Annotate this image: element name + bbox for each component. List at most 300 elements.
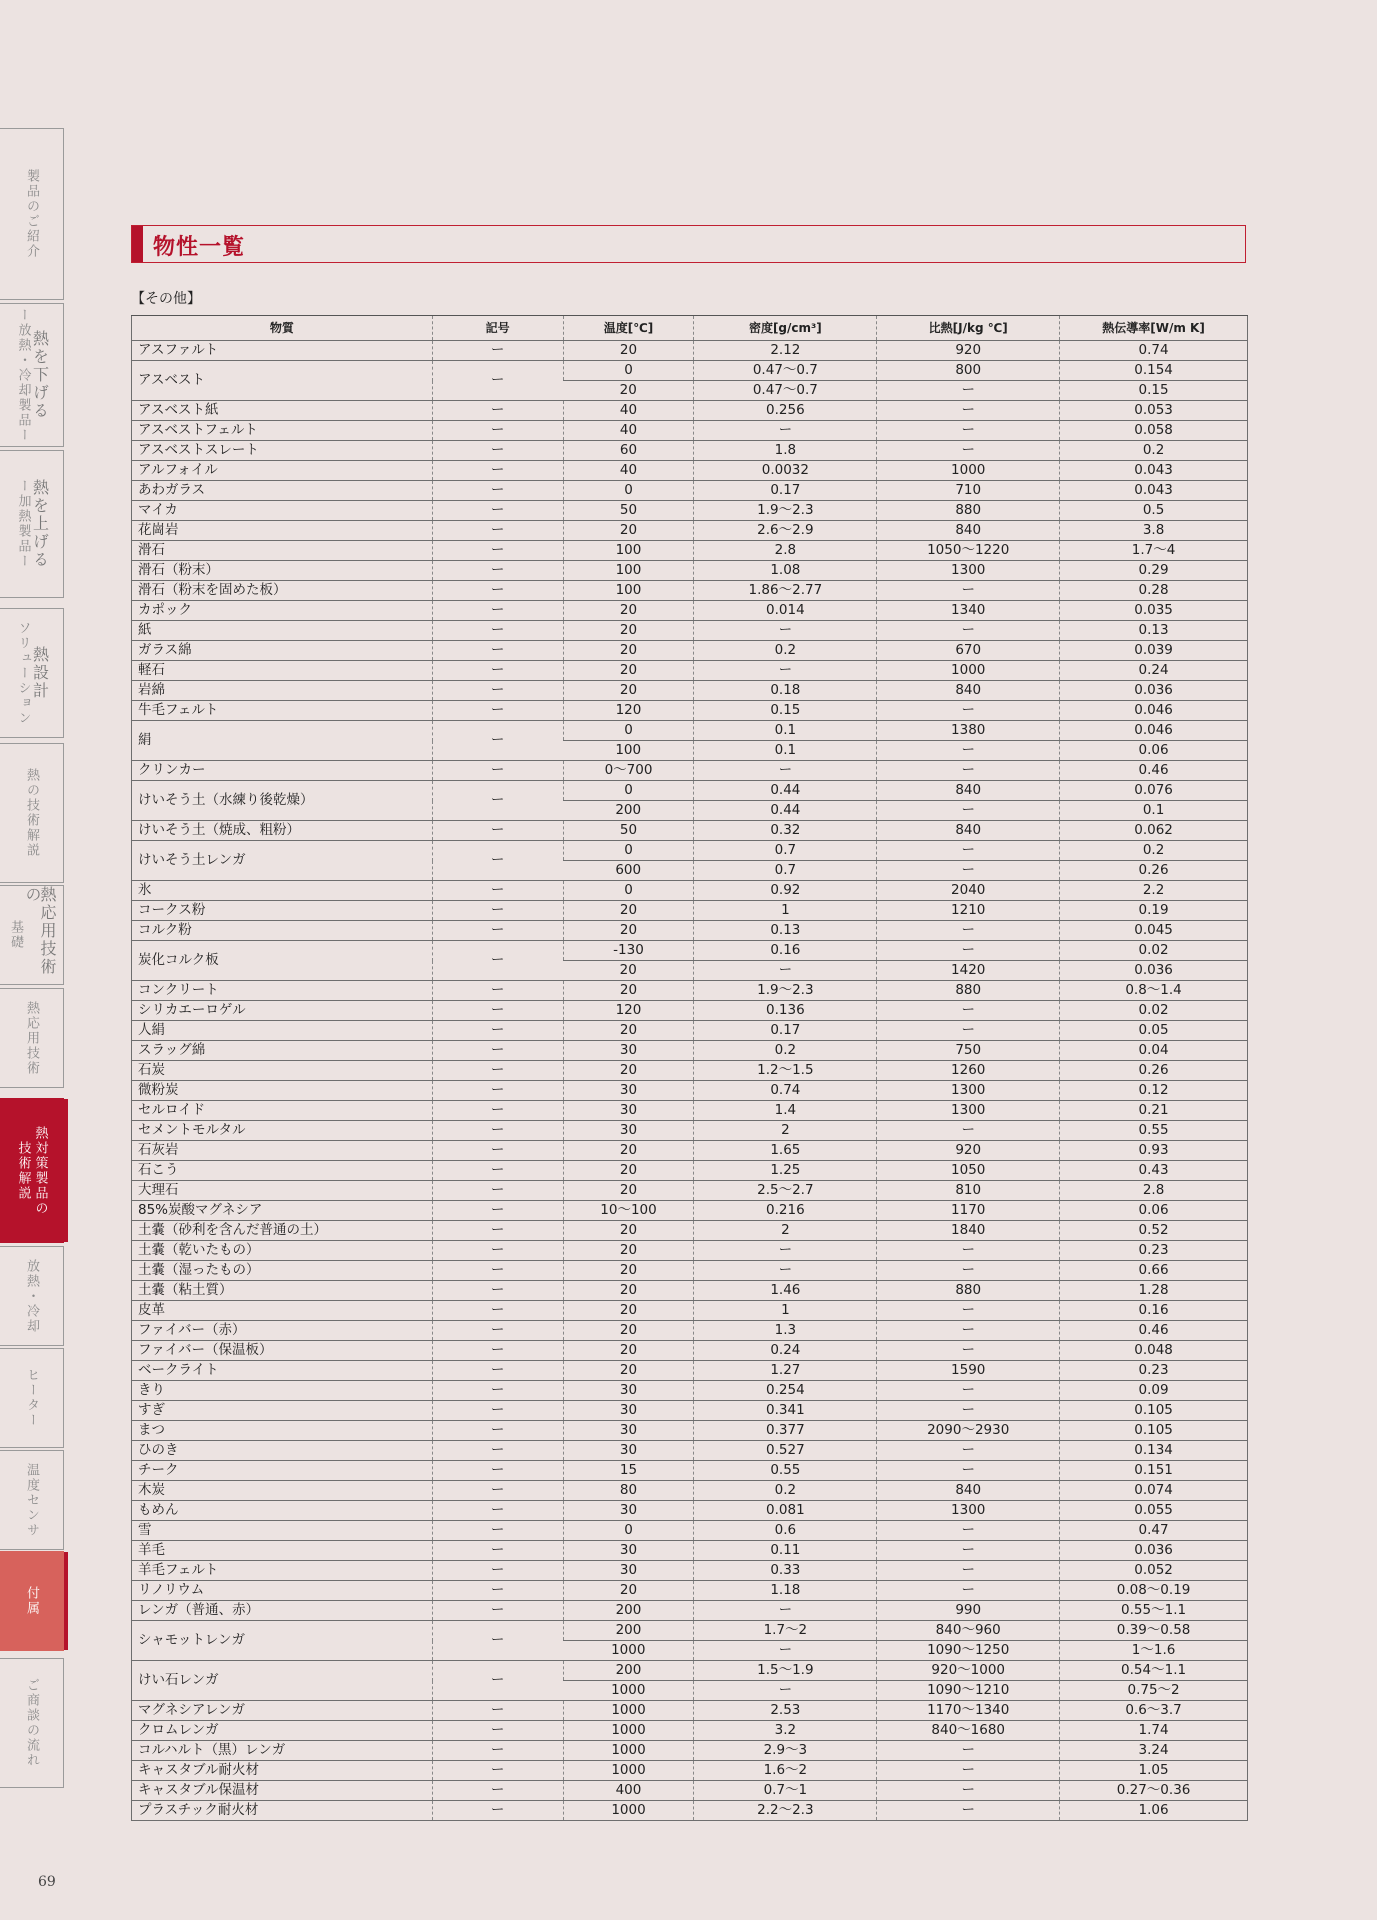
sidebar-tab-9[interactable] (0, 1348, 64, 1448)
table-row (132, 681, 1248, 701)
specific-heat-cell: 1170 (877, 1201, 1060, 1221)
table-row (132, 841, 1248, 861)
table-row (132, 1501, 1248, 1521)
conductivity-cell: 1.06 (1060, 1801, 1248, 1821)
conductivity-cell: 0.15 (1060, 381, 1248, 401)
density-cell: 0.92 (694, 881, 877, 901)
specific-heat-cell: ー (877, 1401, 1060, 1421)
substance-name: アスファルト (132, 341, 433, 361)
specific-heat-cell: 1260 (877, 1061, 1060, 1081)
specific-heat-cell: 1170〜1340 (877, 1701, 1060, 1721)
temperature-cell: 0 (563, 781, 694, 801)
symbol-cell: ー (432, 681, 563, 701)
symbol-cell: ー (432, 1261, 563, 1281)
substance-name: コルハルト（黒）レンガ (132, 1741, 433, 1761)
temperature-cell: 100 (563, 581, 694, 601)
specific-heat-cell: 920〜1000 (877, 1661, 1060, 1681)
conductivity-cell: 0.06 (1060, 741, 1248, 761)
density-cell: ー (694, 961, 877, 981)
sidebar-tab-12[interactable] (0, 1658, 64, 1788)
symbol-cell: ー (432, 1761, 563, 1781)
substance-name: 雪 (132, 1521, 433, 1541)
density-cell: ー (694, 1261, 877, 1281)
table-row (132, 901, 1248, 921)
density-cell: 0.1 (694, 741, 877, 761)
sidebar-tab-5[interactable] (0, 885, 64, 985)
sidebar-tab-label: 熱を上げる (30, 479, 50, 569)
density-cell: 0.7 (694, 841, 877, 861)
temperature-cell: 30 (563, 1081, 694, 1101)
sidebar-tab-label: 基礎 (8, 920, 23, 950)
specific-heat-cell: ー (877, 421, 1060, 441)
specific-heat-cell: 710 (877, 481, 1060, 501)
density-cell: ー (694, 1241, 877, 1261)
specific-heat-cell: ー (877, 401, 1060, 421)
table-row (132, 441, 1248, 461)
specific-heat-cell: 810 (877, 1181, 1060, 1201)
symbol-cell: ー (432, 1801, 563, 1821)
temperature-cell: 20 (563, 1141, 694, 1161)
table-row (132, 1141, 1248, 1161)
temperature-cell: 20 (563, 601, 694, 621)
specific-heat-cell: ー (877, 1801, 1060, 1821)
density-cell: 1.86〜2.77 (694, 581, 877, 601)
table-row (132, 1621, 1248, 1641)
temperature-cell: 60 (563, 441, 694, 461)
temperature-cell: 20 (563, 1161, 694, 1181)
symbol-cell: ー (432, 1401, 563, 1421)
symbol-cell: ー (432, 1521, 563, 1541)
specific-heat-cell: ー (877, 1741, 1060, 1761)
conductivity-cell: 1.28 (1060, 1281, 1248, 1301)
substance-name: けいそう土レンガ (132, 841, 433, 881)
sidebar-tab-11[interactable] (0, 1551, 64, 1651)
substance-name: リノリウム (132, 1581, 433, 1601)
temperature-cell: 0 (563, 881, 694, 901)
symbol-cell: ー (432, 1041, 563, 1061)
header-specific-heat: 比熱[J/kg ℃] (877, 316, 1060, 341)
specific-heat-cell: 1590 (877, 1361, 1060, 1381)
symbol-cell: ー (432, 1161, 563, 1181)
specific-heat-cell: ー (877, 1581, 1060, 1601)
table-row (132, 1481, 1248, 1501)
temperature-cell: 200 (563, 801, 694, 821)
table-row (132, 641, 1248, 661)
sidebar-tab-10[interactable] (0, 1450, 64, 1550)
symbol-cell: ー (432, 1301, 563, 1321)
specific-heat-cell: ー (877, 921, 1060, 941)
table-row (132, 1561, 1248, 1581)
symbol-cell: ー (432, 701, 563, 721)
table-row (132, 1661, 1248, 1681)
sidebar-tab-label: ー放熱・冷却製品ー (15, 307, 31, 443)
temperature-cell: 20 (563, 521, 694, 541)
substance-name: すぎ (132, 1401, 433, 1421)
temperature-cell: 600 (563, 861, 694, 881)
density-cell: 0.527 (694, 1441, 877, 1461)
specific-heat-cell: 670 (877, 641, 1060, 661)
density-cell: 0.44 (694, 801, 877, 821)
sidebar-tab-3[interactable] (0, 608, 64, 738)
page-title: 物性一覧 (153, 235, 246, 260)
density-cell: 2.9〜3 (694, 1741, 877, 1761)
substance-name: プラスチック耐火材 (132, 1801, 433, 1821)
conductivity-cell: 0.29 (1060, 561, 1248, 581)
symbol-cell: ー (432, 341, 563, 361)
substance-name: 石灰岩 (132, 1141, 433, 1161)
table-row (132, 341, 1248, 361)
sidebar-tab-label: 放熱・冷却 (24, 1258, 39, 1334)
conductivity-cell: 0.55〜1.1 (1060, 1601, 1248, 1621)
table-row (132, 781, 1248, 801)
symbol-cell: ー (432, 1021, 563, 1041)
table-row (132, 761, 1248, 781)
conductivity-cell: 1.74 (1060, 1721, 1248, 1741)
temperature-cell: 1000 (563, 1701, 694, 1721)
substance-name: 滑石（粉末） (132, 561, 433, 581)
specific-heat-cell: 1210 (877, 901, 1060, 921)
density-cell: 0.136 (694, 1001, 877, 1021)
symbol-cell: ー (432, 601, 563, 621)
density-cell: ー (694, 1601, 877, 1621)
specific-heat-cell: ー (877, 1021, 1060, 1041)
temperature-cell: 20 (563, 1221, 694, 1241)
conductivity-cell: 0.09 (1060, 1381, 1248, 1401)
temperature-cell: 10〜100 (563, 1201, 694, 1221)
specific-heat-cell: ー (877, 841, 1060, 861)
specific-heat-cell: ー (877, 1561, 1060, 1581)
conductivity-cell: 0.16 (1060, 1301, 1248, 1321)
temperature-cell: 1000 (563, 1721, 694, 1741)
conductivity-cell: 0.062 (1060, 821, 1248, 841)
density-cell: 1.3 (694, 1321, 877, 1341)
table-row (132, 1181, 1248, 1201)
density-cell: 1.65 (694, 1141, 877, 1161)
density-cell: 0.256 (694, 401, 877, 421)
table-row (132, 1701, 1248, 1721)
sidebar-tab-label: 付属 (24, 1586, 39, 1616)
specific-heat-cell: 1380 (877, 721, 1060, 741)
table-row (132, 1801, 1248, 1821)
substance-name: 木炭 (132, 1481, 433, 1501)
symbol-cell: ー (432, 1181, 563, 1201)
table-row (132, 661, 1248, 681)
specific-heat-cell: ー (877, 941, 1060, 961)
specific-heat-cell: ー (877, 1241, 1060, 1261)
conductivity-cell: 0.43 (1060, 1161, 1248, 1181)
conductivity-cell: 0.02 (1060, 1001, 1248, 1021)
density-cell: 2.5〜2.7 (694, 1181, 877, 1201)
specific-heat-cell: ー (877, 861, 1060, 881)
substance-name: けい石レンガ (132, 1661, 433, 1701)
specific-heat-cell: ー (877, 1381, 1060, 1401)
symbol-cell: ー (432, 421, 563, 441)
temperature-cell: 100 (563, 561, 694, 581)
symbol-cell: ー (432, 1101, 563, 1121)
sidebar-tab-0[interactable] (0, 128, 64, 300)
density-cell: ー (694, 421, 877, 441)
table-row (132, 1721, 1248, 1741)
conductivity-cell: 0.046 (1060, 701, 1248, 721)
symbol-cell: ー (432, 1461, 563, 1481)
specific-heat-cell: 750 (877, 1041, 1060, 1061)
table-row (132, 561, 1248, 581)
symbol-cell: ー (432, 981, 563, 1001)
substance-name: 微粉炭 (132, 1081, 433, 1101)
conductivity-cell: 0.75〜2 (1060, 1681, 1248, 1701)
symbol-cell: ー (432, 401, 563, 421)
density-cell: ー (694, 1641, 877, 1661)
conductivity-cell: 0.154 (1060, 361, 1248, 381)
density-cell: 2.12 (694, 341, 877, 361)
temperature-cell: 100 (563, 741, 694, 761)
symbol-cell: ー (432, 461, 563, 481)
density-cell: 0.1 (694, 721, 877, 741)
conductivity-cell: 0.54〜1.1 (1060, 1661, 1248, 1681)
table-row (132, 921, 1248, 941)
specific-heat-cell: ー (877, 621, 1060, 641)
specific-heat-cell: ー (877, 1341, 1060, 1361)
density-cell: 1.25 (694, 1161, 877, 1181)
temperature-cell: 15 (563, 1461, 694, 1481)
sidebar-tab-4[interactable] (0, 743, 64, 883)
substance-name: カポック (132, 601, 433, 621)
temperature-cell: 30 (563, 1401, 694, 1421)
substance-name: 羊毛フェルト (132, 1561, 433, 1581)
symbol-cell: ー (432, 1141, 563, 1161)
conductivity-cell: 0.036 (1060, 961, 1248, 981)
substance-name: シャモットレンガ (132, 1621, 433, 1661)
conductivity-cell: 0.1 (1060, 801, 1248, 821)
conductivity-cell: 1.05 (1060, 1761, 1248, 1781)
temperature-cell: 40 (563, 401, 694, 421)
substance-name: 羊毛 (132, 1541, 433, 1561)
substance-name: アルフォイル (132, 461, 433, 481)
temperature-cell: 20 (563, 981, 694, 1001)
table-row (132, 1601, 1248, 1621)
substance-name: アスベスト紙 (132, 401, 433, 421)
density-cell: 0.24 (694, 1341, 877, 1361)
table-row (132, 621, 1248, 641)
table-row (132, 1781, 1248, 1801)
title-accent-bar (132, 226, 143, 262)
temperature-cell: 0 (563, 1521, 694, 1541)
temperature-cell: 1000 (563, 1641, 694, 1661)
substance-name: 絹 (132, 721, 433, 761)
temperature-cell: 20 (563, 1301, 694, 1321)
substance-name: 石炭 (132, 1061, 433, 1081)
specific-heat-cell: 800 (877, 361, 1060, 381)
symbol-cell: ー (432, 481, 563, 501)
symbol-cell: ー (432, 541, 563, 561)
symbol-cell: ー (432, 1621, 563, 1661)
temperature-cell: 20 (563, 381, 694, 401)
density-cell: 0.377 (694, 1421, 877, 1441)
specific-heat-cell: 840 (877, 521, 1060, 541)
specific-heat-cell: 920 (877, 341, 1060, 361)
temperature-cell: 30 (563, 1501, 694, 1521)
table-row (132, 1581, 1248, 1601)
density-cell: 1.27 (694, 1361, 877, 1381)
symbol-cell: ー (432, 1281, 563, 1301)
temperature-cell: 30 (563, 1121, 694, 1141)
conductivity-cell: 0.39〜0.58 (1060, 1621, 1248, 1641)
conductivity-cell: 2.2 (1060, 881, 1248, 901)
conductivity-cell: 0.134 (1060, 1441, 1248, 1461)
sidebar-tab-label: 熱応用技術の (23, 886, 57, 976)
temperature-cell: 20 (563, 641, 694, 661)
temperature-cell: 20 (563, 921, 694, 941)
substance-name: 石こう (132, 1161, 433, 1181)
substance-name: 大理石 (132, 1181, 433, 1201)
symbol-cell: ー (432, 781, 563, 821)
specific-heat-cell: 880 (877, 501, 1060, 521)
table-row (132, 1121, 1248, 1141)
table-row (132, 701, 1248, 721)
table-row (132, 1001, 1248, 1021)
conductivity-cell: 0.043 (1060, 461, 1248, 481)
specific-heat-cell: 1420 (877, 961, 1060, 981)
substance-name: きり (132, 1381, 433, 1401)
symbol-cell: ー (432, 941, 563, 981)
specific-heat-cell: ー (877, 381, 1060, 401)
specific-heat-cell: 1300 (877, 1501, 1060, 1521)
specific-heat-cell: ー (877, 1781, 1060, 1801)
symbol-cell: ー (432, 1601, 563, 1621)
temperature-cell: 200 (563, 1601, 694, 1621)
conductivity-cell: 0.05 (1060, 1021, 1248, 1041)
substance-name: 皮革 (132, 1301, 433, 1321)
page-title-box (131, 225, 1246, 263)
symbol-cell: ー (432, 921, 563, 941)
temperature-cell: 50 (563, 821, 694, 841)
temperature-cell: 1000 (563, 1801, 694, 1821)
conductivity-cell: 0.045 (1060, 921, 1248, 941)
density-cell: 0.2 (694, 1481, 877, 1501)
density-cell: 0.55 (694, 1461, 877, 1481)
sidebar-tab-2[interactable] (0, 450, 64, 598)
conductivity-cell: 0.5 (1060, 501, 1248, 521)
temperature-cell: 20 (563, 1181, 694, 1201)
substance-name: セメントモルタル (132, 1121, 433, 1141)
table-row (132, 401, 1248, 421)
properties-table (131, 315, 1248, 1821)
specific-heat-cell: 2090〜2930 (877, 1421, 1060, 1441)
substance-name: キャスタブル耐火材 (132, 1761, 433, 1781)
temperature-cell: 20 (563, 1321, 694, 1341)
density-cell: 0.7 (694, 861, 877, 881)
sidebar-tab-label: ソリューション (15, 620, 31, 726)
sidebar-tab-6[interactable] (0, 988, 64, 1088)
symbol-cell: ー (432, 1321, 563, 1341)
density-cell: 0.6 (694, 1521, 877, 1541)
symbol-cell: ー (432, 1201, 563, 1221)
sidebar-tab-label: 温度センサ (24, 1462, 39, 1538)
substance-name: チーク (132, 1461, 433, 1481)
conductivity-cell: 0.151 (1060, 1461, 1248, 1481)
substance-name: コルク粉 (132, 921, 433, 941)
table-row (132, 721, 1248, 741)
conductivity-cell: 0.02 (1060, 941, 1248, 961)
substance-name: まつ (132, 1421, 433, 1441)
temperature-cell: 20 (563, 1241, 694, 1261)
substance-name: 牛毛フェルト (132, 701, 433, 721)
symbol-cell: ー (432, 361, 563, 401)
density-cell: 0.44 (694, 781, 877, 801)
density-cell: 2 (694, 1221, 877, 1241)
substance-name: コンクリート (132, 981, 433, 1001)
conductivity-cell: 0.036 (1060, 681, 1248, 701)
conductivity-cell: 0.28 (1060, 581, 1248, 601)
table-row (132, 881, 1248, 901)
header-temperature: 温度[℃] (563, 316, 694, 341)
substance-name: クロムレンガ (132, 1721, 433, 1741)
temperature-cell: 40 (563, 421, 694, 441)
symbol-cell: ー (432, 501, 563, 521)
specific-heat-cell: ー (877, 581, 1060, 601)
specific-heat-cell: ー (877, 761, 1060, 781)
substance-name: マイカ (132, 501, 433, 521)
sidebar-tab-8[interactable] (0, 1246, 64, 1346)
symbol-cell: ー (432, 901, 563, 921)
temperature-cell: 80 (563, 1481, 694, 1501)
conductivity-cell: 0.93 (1060, 1141, 1248, 1161)
density-cell: ー (694, 761, 877, 781)
substance-name: アスベスト (132, 361, 433, 401)
conductivity-cell: 0.66 (1060, 1261, 1248, 1281)
table-row (132, 461, 1248, 481)
density-cell: 2.8 (694, 541, 877, 561)
specific-heat-cell: 840〜1680 (877, 1721, 1060, 1741)
conductivity-cell: 1.7〜4 (1060, 541, 1248, 561)
sidebar-tab-label: 熱を下げる (30, 330, 50, 420)
temperature-cell: 50 (563, 501, 694, 521)
density-cell: ー (694, 1681, 877, 1701)
density-cell: 1.8 (694, 441, 877, 461)
density-cell: 1.9〜2.3 (694, 981, 877, 1001)
sidebar-tab-1[interactable] (0, 303, 64, 447)
temperature-cell: 1000 (563, 1761, 694, 1781)
conductivity-cell: 0.048 (1060, 1341, 1248, 1361)
specific-heat-cell: 840 (877, 821, 1060, 841)
temperature-cell: 20 (563, 341, 694, 361)
density-cell: 2.2〜2.3 (694, 1801, 877, 1821)
specific-heat-cell: ー (877, 1301, 1060, 1321)
density-cell: 1.4 (694, 1101, 877, 1121)
table-row (132, 1441, 1248, 1461)
conductivity-cell: 0.21 (1060, 1101, 1248, 1121)
temperature-cell: 0 (563, 481, 694, 501)
substance-name: コークス粉 (132, 901, 433, 921)
symbol-cell: ー (432, 841, 563, 881)
sidebar-tab-7[interactable] (0, 1098, 64, 1243)
substance-name: 氷 (132, 881, 433, 901)
temperature-cell: 120 (563, 701, 694, 721)
conductivity-cell: 0.08〜0.19 (1060, 1581, 1248, 1601)
substance-name: 岩綿 (132, 681, 433, 701)
conductivity-cell: 0.105 (1060, 1421, 1248, 1441)
table-row (132, 1061, 1248, 1081)
page-number: 69 (38, 1874, 56, 1890)
table-row (132, 1021, 1248, 1041)
specific-heat-cell: ー (877, 1541, 1060, 1561)
conductivity-cell: 3.24 (1060, 1741, 1248, 1761)
table-row (132, 421, 1248, 441)
temperature-cell: 0 (563, 721, 694, 741)
table-row (132, 1401, 1248, 1421)
specific-heat-cell: 920 (877, 1141, 1060, 1161)
conductivity-cell: 0.076 (1060, 781, 1248, 801)
